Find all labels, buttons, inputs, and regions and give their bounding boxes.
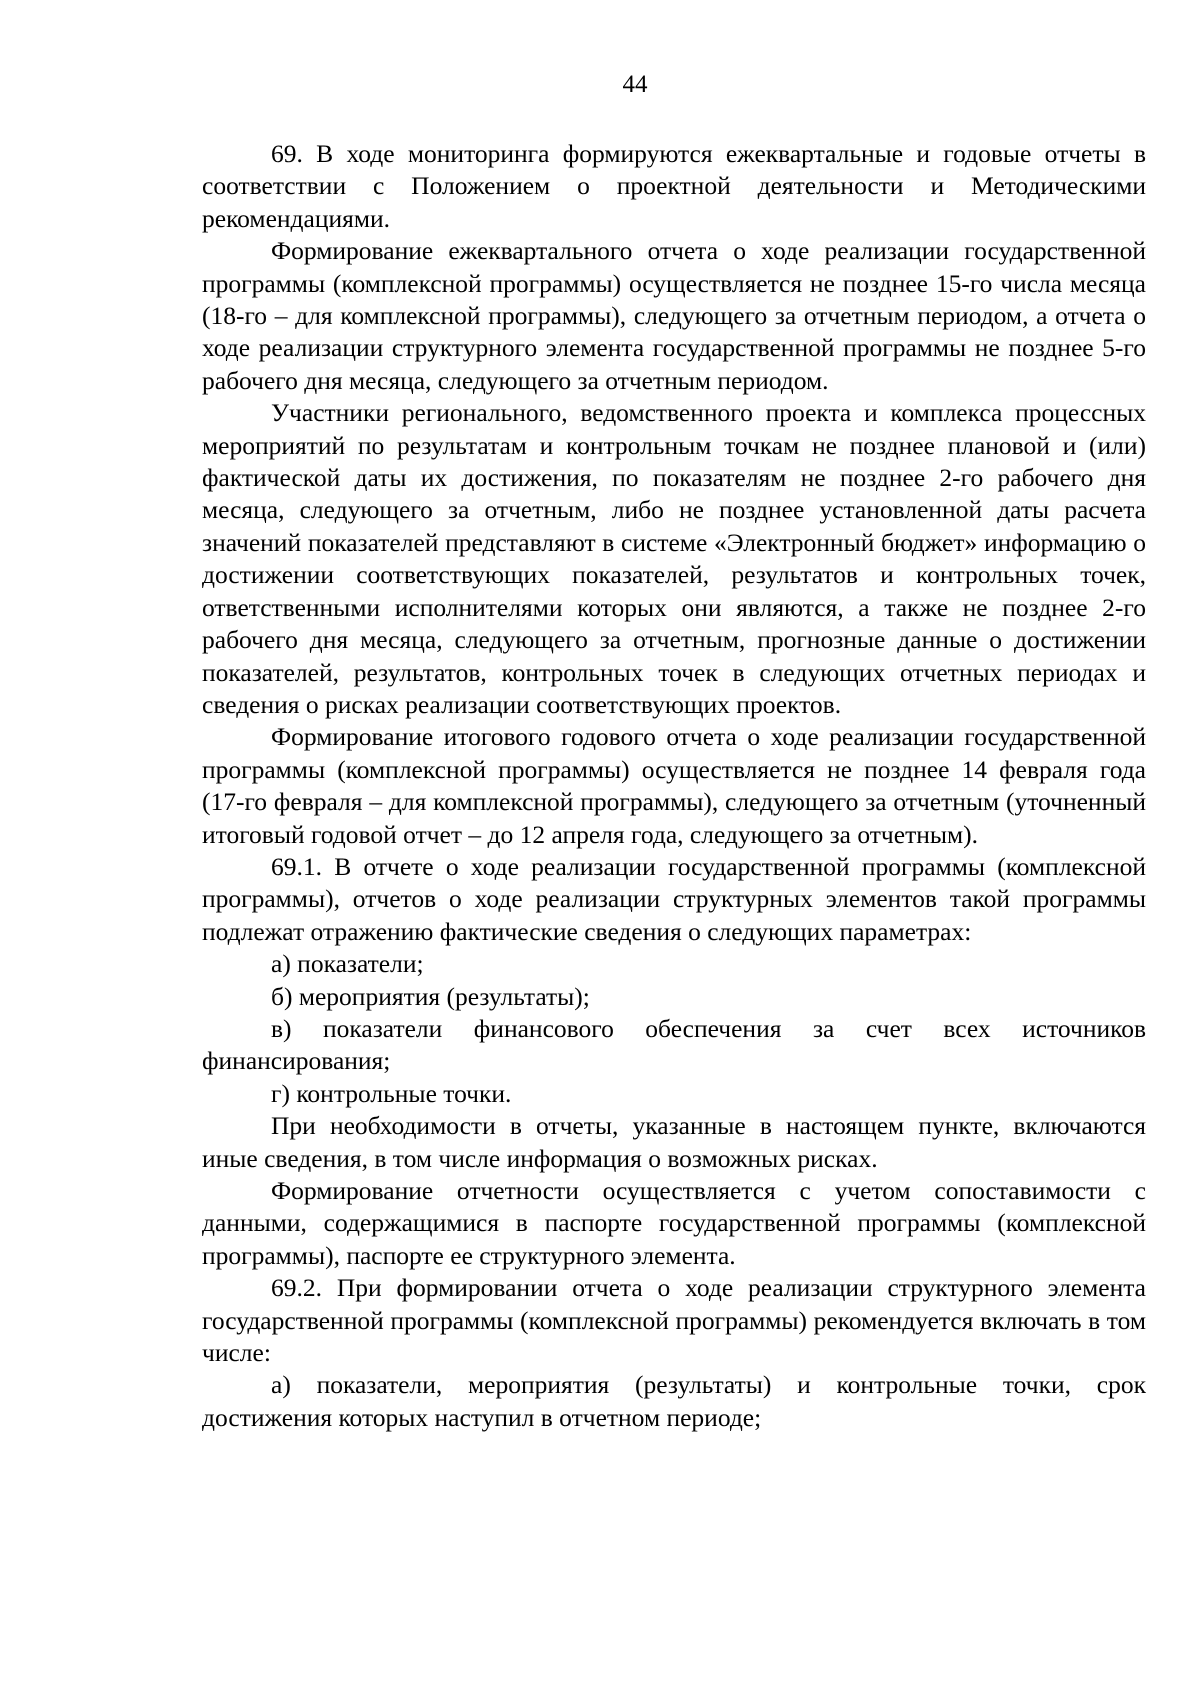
paragraph-participants: Участники регионального, ведомственного проекта и комплекса процессных мероприятий по результатам и контрольным точкам не позднее плановой и (или) фактической даты их достижения, по показателям не позднее 2-го рабочего дня месяца, следующего за отчетным, либо не позднее установленной даты расчета значений показателей представляют в системе «Электронный бюджет» информацию о достижении соответствующих показателей, результатов и контрольных точек, ответственными исполнителями которых они являются, а также не позднее 2-го рабочего дня месяца, следующего за отчетным, прогнозные данные о достижении показателей, результатов, контрольных точек в следующих отчетных периодах и сведения о рисках реализации соответствующих проектов.: [202, 398, 1146, 719]
paragraph-comparability: Формирование отчетности осуществляется с учетом сопоставимости с данными, содержащимися в паспорте государственной программы (комплексной программы), паспорте ее структурного элемента.: [202, 1176, 1146, 1270]
paragraph-69-2: 69.2. При формировании отчета о ходе реализации структурного элемента государственной программы (комплексной программы) рекомендуется включать в том числе:: [202, 1273, 1146, 1368]
list-item-g: г) контрольные точки.: [271, 1078, 512, 1108]
list-item-a: а) показатели;: [271, 949, 424, 979]
list-item-a-69-2: а) показатели, мероприятия (результаты) и контрольные точки, срок достижения которых наступил в отчетном периоде;: [202, 1370, 1146, 1432]
paragraph-69-1: 69.1. В отчете о ходе реализации государственной программы (комплексной программы), отчетов о ходе реализации структурных элементов такой программы подлежат отражению фактические сведения о следующих параметрах:: [202, 851, 1146, 946]
paragraph-69: 69. В ходе мониторинга формируются ежеквартальные и годовые отчеты в соответствии с Положением о проектной деятельности и Методическими рекомендациями.: [202, 139, 1146, 233]
page-number: 44: [622, 71, 648, 98]
list-item-v: в) показатели финансового обеспечения за счет всех источников финансирования;: [202, 1013, 1146, 1076]
list-item-b: б) мероприятия (результаты);: [271, 981, 590, 1011]
paragraph-annual-report: Формирование итогового годового отчета о ходе реализации государственной программы (комплексной программы) осуществляется не позднее 14 февраля года (17-го февраля – для комплексной программы), следующего за отчетным (уточненный итоговый годовой отчет – до 12 апреля года, следующего за отчетным).: [202, 722, 1146, 849]
paragraph-quarterly-report: Формирование ежеквартального отчета о ходе реализации государственной программы (комплексной программы) осуществляется не позднее 15-го числа месяца (18-го – для комплексной программы), следующего за отчетным периодом, а отчета о ходе реализации структурного элемента государственной программы не позднее 5-го рабочего дня месяца, следующего за отчетным периодом.: [202, 236, 1146, 395]
document-body: [202, 138, 1146, 1434]
paragraph-other-info: При необходимости в отчеты, указанные в настоящем пункте, включаются иные сведения, в том числе информация о возможных рисках.: [202, 1111, 1146, 1173]
